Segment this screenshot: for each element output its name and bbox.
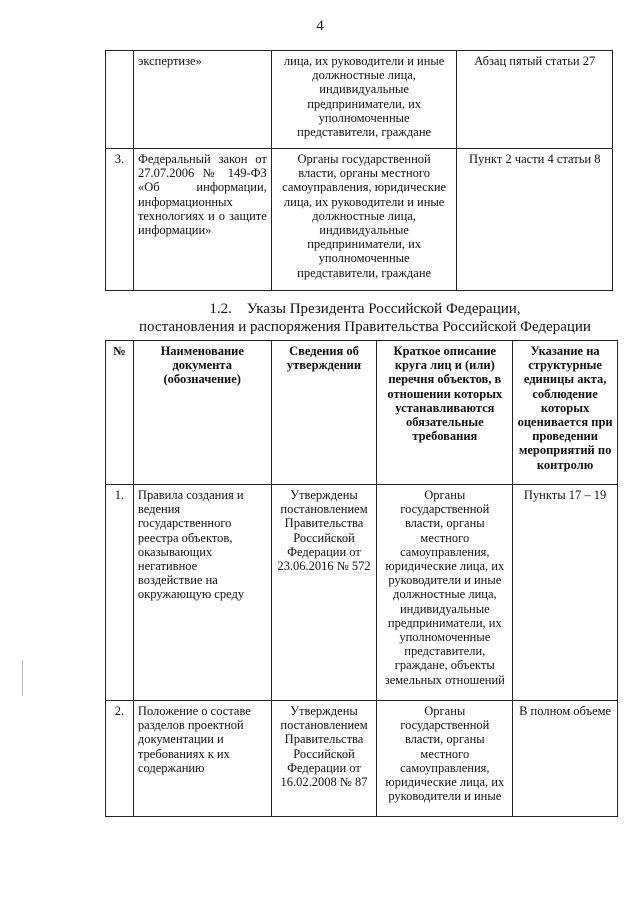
section-heading: [60, 300, 640, 336]
structural-units-cell: Пункт 2 части 4 статьи 8: [457, 149, 613, 291]
row-number: 3.: [106, 149, 134, 291]
regulations-table-continued: [105, 50, 613, 291]
persons-cell: Органы государственной власти, органы местного самоуправления, юридические лица, их руководители и иные должностные лица, индивидуальные предприниматели, их уполномоченные представители, граждане: [271, 149, 457, 291]
structural-units-cell: Абзац пятый статьи 27: [457, 51, 613, 149]
row-number: 2.: [106, 701, 134, 817]
document-name-cell: экспертизе»: [133, 51, 271, 149]
approval-cell: Утверждены постановлением Правительства Российской Федерации от 23.06.2016 № 572: [271, 485, 377, 701]
row-number: [106, 51, 134, 149]
structural-units-cell: В полном объеме: [513, 701, 618, 817]
structural-units-cell: Пункты 17 – 19: [513, 485, 618, 701]
header-structural-units: Указание на структурные единицы акта, соблюдение которых оценивается при проведении мероприятий по контролю: [513, 341, 618, 485]
page-number: 4: [316, 18, 324, 34]
section-heading-line2: постановления и распоряжения Правительства Российской Федерации: [139, 319, 591, 335]
scan-margin-line: [22, 660, 23, 696]
description-cell: Органы государственной власти, органы местного самоуправления, юридические лица, их руководители и иные должностные лица, индивидуальные предприниматели, их уполномоченные представители, граждане, объекты земельных отношений: [377, 485, 513, 701]
row-number: 1.: [106, 485, 134, 701]
table-row: [106, 701, 618, 817]
header-document-name: Наименование документа (обозначение): [133, 341, 271, 485]
approval-cell: Утверждены постановлением Правительства Российской Федерации от 16.02.2008 № 87: [271, 701, 377, 817]
persons-cell: лица, их руководители и иные должностные лица, индивидуальные предприниматели, их уполномоченные представители, граждане: [271, 51, 457, 149]
table-header-row: [106, 341, 618, 485]
table-row: [106, 485, 618, 701]
table-row: [106, 149, 613, 291]
header-approval: Сведения об утверждении: [271, 341, 377, 485]
description-cell: Органы государственной власти, органы местного самоуправления, юридические лица, их руководители и иные: [377, 701, 513, 817]
header-number: №: [106, 341, 134, 485]
section-heading-line1: 1.2. Указы Президента Российской Федерации,: [209, 301, 521, 317]
document-name-cell: Федеральный закон от 27.07.2006 № 149-ФЗ «Об информации, информационных технологиях и о защите информации»: [133, 149, 271, 291]
document-name-cell: Положение о составе разделов проектной документации и требованиях к их содержанию: [133, 701, 271, 817]
document-name-cell: Правила создания и ведения государственного реестра объектов, оказывающих негативное воздействие на окружающую среду: [133, 485, 271, 701]
government-acts-table: [105, 340, 618, 817]
table-row: [106, 51, 613, 149]
header-description: Краткое описание круга лиц и (или) перечня объектов, в отношении которых устанавливаются обязательные требования: [377, 341, 513, 485]
